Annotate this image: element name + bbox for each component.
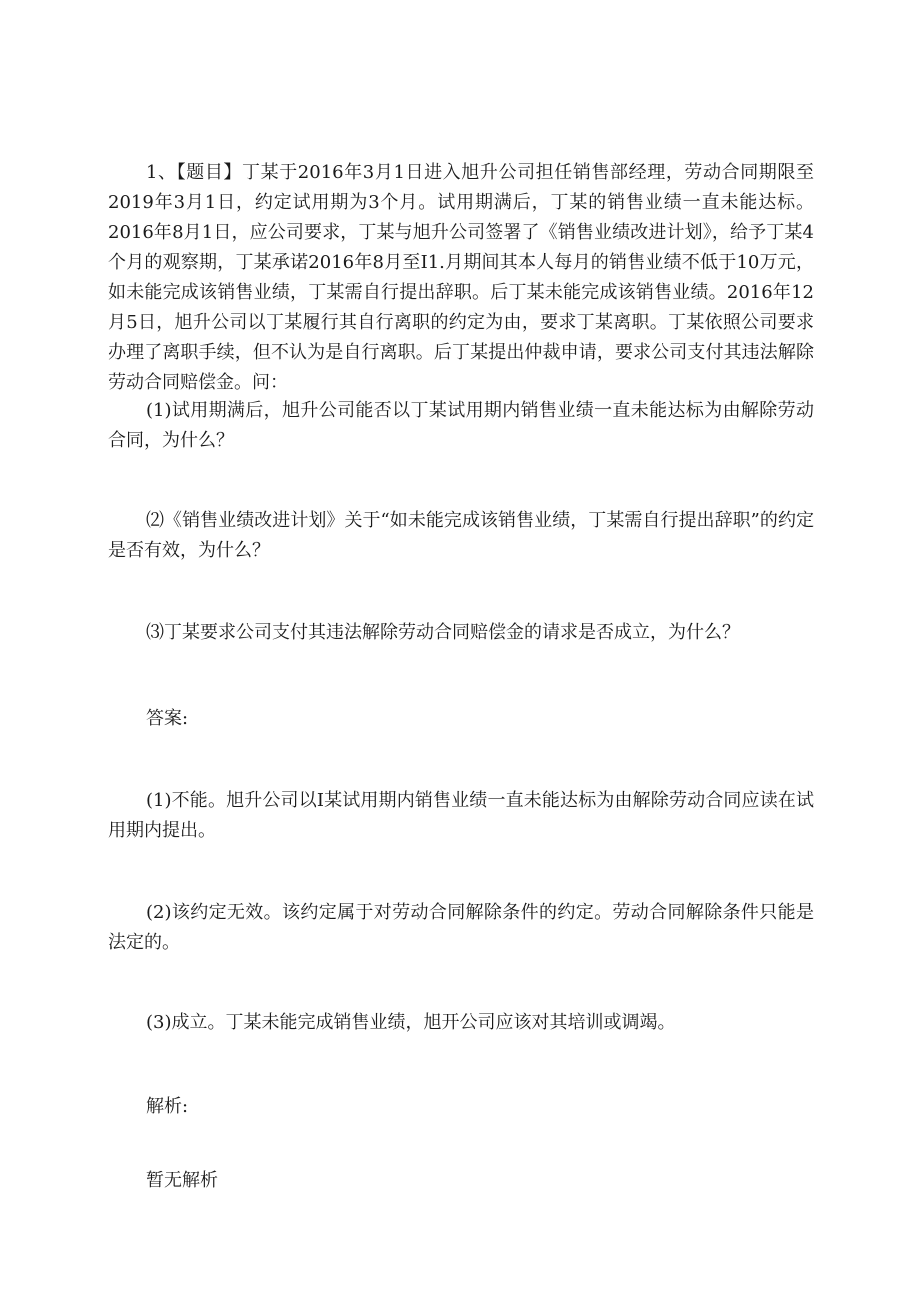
sub-question-2: ⑵《销售业绩改进计划》关于“如未能完成该销售业绩，丁某需自行提出辞职”的约定是否有效，为什么？ xyxy=(108,510,814,561)
answer-item-3: (3)成立。丁某未能完成销售业绩，旭开公司应该对其培训或调竭。 xyxy=(146,1012,676,1033)
analysis-label: 解析: xyxy=(146,1096,189,1117)
sub-question-1: (1)试用期满后，旭升公司能否以丁某试用期内销售业绩一直未能达标为由解除劳动合同，为什么？ xyxy=(108,400,814,451)
question-stem: 1、【题目】丁某于2016年3月1日进入旭升公司担任销售部经理，劳动合同期限至2019年3月1日，约定试用期为3个月。试用期满后，丁某的销售业绩一直未能达标。2016年8月1日，应公司要求，丁某与旭升公司签署了《销售业绩改进计划》，给予丁某4个月的观察期，丁某承诺2016年8月至I1.月期间其本人每月的销售业绩不低于10万元，如未能完成该销售业绩，丁某需自行提出辞职。后丁某未能完成该销售业绩。2016年12月5日，旭升公司以丁某履行其自行离职的约定为由，要求丁某离职。丁某依照公司要求办理了离职手续，但不认为是自行离职。后丁某提出仲裁申请，要求公司支付其违法解除劳动合同赔偿金。问： xyxy=(108,162,814,393)
answer-item-2: (2)该约定无效。该约定属于对劳动合同解除条件的约定。劳动合同解除条件只能是法定的。 xyxy=(108,902,814,953)
analysis-text: 暂无解析 xyxy=(146,1170,218,1191)
sub-question-3: ⑶丁某要求公司支付其违法解除劳动合同赔偿金的请求是否成立，为什么？ xyxy=(146,622,740,643)
answer-label: 答案: xyxy=(146,708,189,729)
answer-item-1: (1)不能。旭升公司以I某试用期内销售业绩一直未能达标为由解除劳动合同应读在试用期内提出。 xyxy=(108,790,814,841)
